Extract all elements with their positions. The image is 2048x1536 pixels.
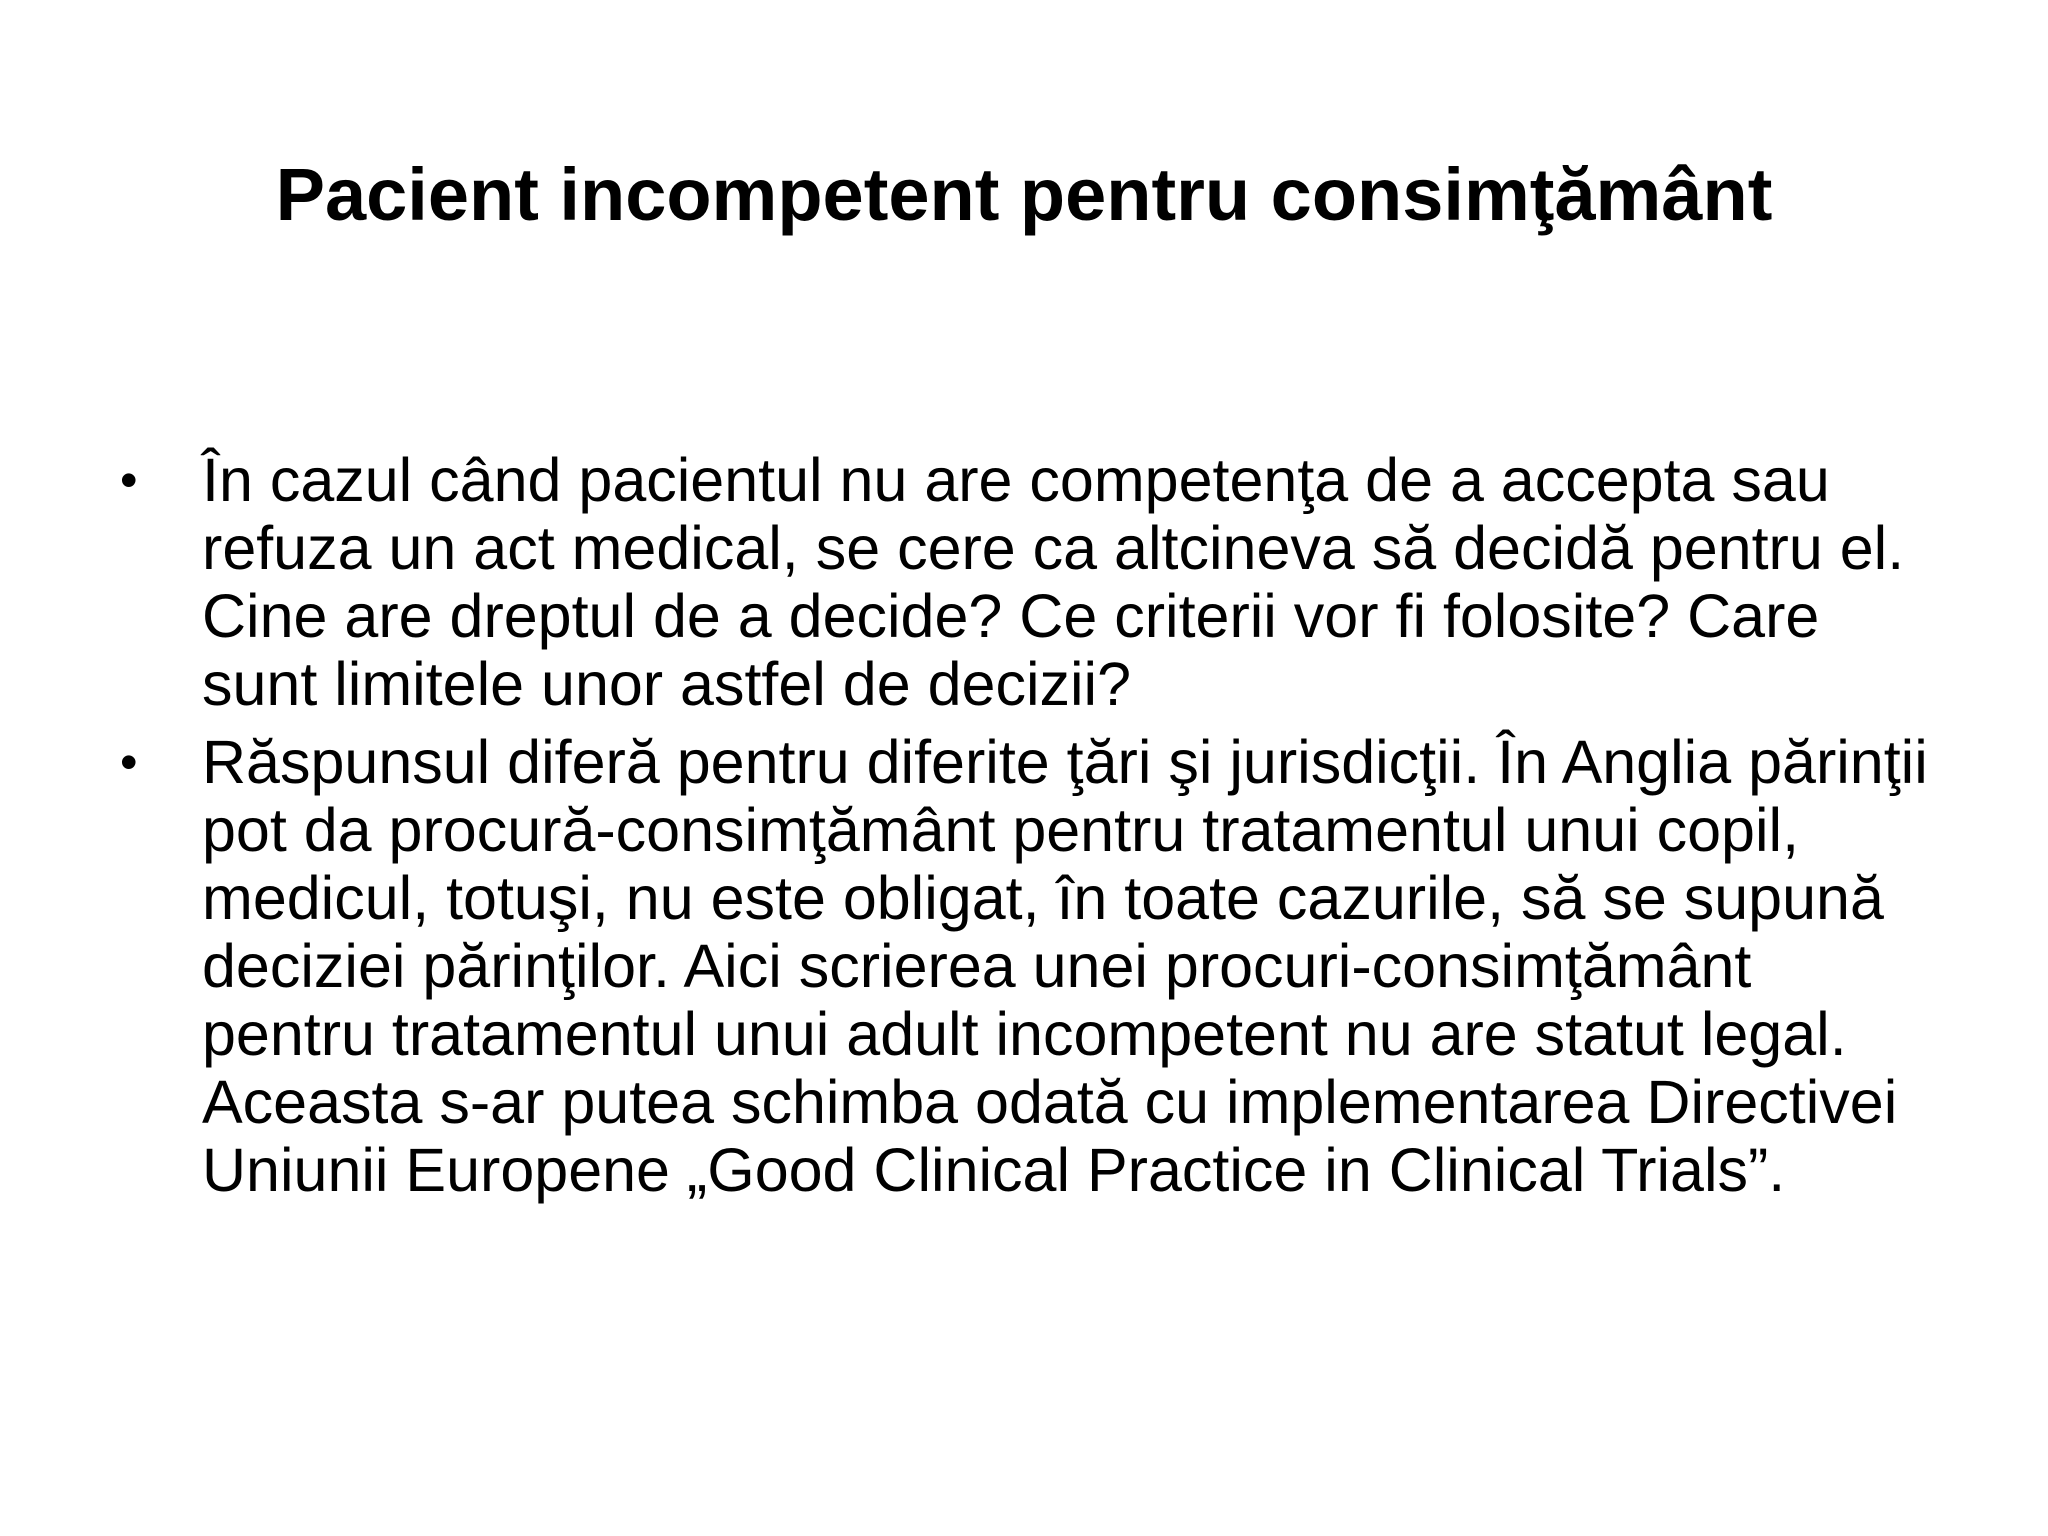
bullet-marker: • — [120, 734, 138, 790]
bullet-text: În cazul când pacientul nu are competenţa de a accepta sau refuza un act medical, se cere ca altcineva să decidă pentru el. Cine are dreptul de a decide? Ce criterii vor fi folosite? Care sunt limitele unor astfel de decizii? — [202, 446, 1905, 718]
bullet-text: Răspunsul diferă pentru diferite ţări şi jurisdicţii. În Anglia părinţii pot da procură-consimţământ pentru tratamentul unui copil, medicul, totuşi, nu este obligat, în toate cazurile, să se supună deciziei părinţilor. Aici scrierea unei procuri-consimţământ pentru tratamentul unui adult incompetent nu are statut legal. Aceasta s-ar putea schimba odată cu implementarea Directivei Uniunii Europene „Good Clinical Practice in Clinical Trials”. — [202, 728, 1928, 1204]
bullet-item — [120, 728, 1940, 1204]
bullet-item — [120, 446, 1940, 718]
slide-title: Pacient incompetent pentru consimţământ — [275, 153, 1773, 236]
bullet-marker: • — [120, 452, 138, 508]
bullet-list — [120, 446, 1940, 1214]
